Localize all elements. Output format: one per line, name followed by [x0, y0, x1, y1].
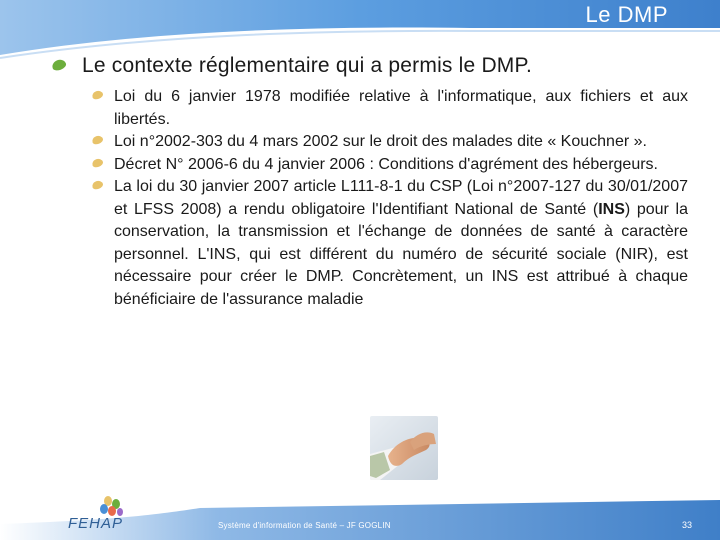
list-item: [92, 86, 688, 131]
footer-credit: Système d'information de Santé – JF GOGLIN: [218, 521, 391, 530]
header-title: Le DMP: [585, 2, 668, 27]
leaf-bullet-icon: [91, 89, 104, 100]
list-item-text: Loi n°2002-303 du 4 mars 2002 sur le droit des malades dite « Kouchner ».: [114, 133, 647, 150]
list-item: [92, 131, 688, 154]
leaf-bullet-icon: [91, 157, 104, 168]
handshake-image: [370, 416, 438, 480]
list-item-text: Décret N° 2006-6 du 4 janvier 2006 : Conditions d'agrément des hébergeurs.: [114, 155, 658, 173]
list-item-text-before: La loi du 30 janvier 2007 article L111-8-1 du CSP (Loi n°2007-127 du 30/01/2007 et LFSS 2008) a rendu obligatoire l'Identifiant National de Santé (: [114, 178, 688, 218]
leaf-bullet-icon: [91, 179, 104, 190]
list-item: [92, 176, 688, 311]
list-item-text: Loi du 6 janvier 1978 modifiée relative à l'informatique, aux fichiers et aux libertés.: [114, 88, 688, 128]
list-item-text-after: ) pour la conservation, la transmission et l'échange de données de santé à caractère personnel. L'INS, qui est différent du numéro de sécurité sociale (NIR), est nécessaire pour créer le DMP. Concrètement, un INS est attribué à chaque bénéficiaire de l'assurance maladie: [114, 200, 689, 308]
ins-acronym: INS: [598, 200, 625, 218]
main-heading: Le contexte réglementaire qui a permis le DMP.: [82, 54, 533, 77]
page-number: 33: [682, 520, 693, 530]
footer-brand: FEHAP: [68, 515, 124, 532]
leaf-bullet-icon: [91, 134, 104, 145]
list-item: [92, 154, 688, 177]
bullet-list: [92, 86, 688, 311]
